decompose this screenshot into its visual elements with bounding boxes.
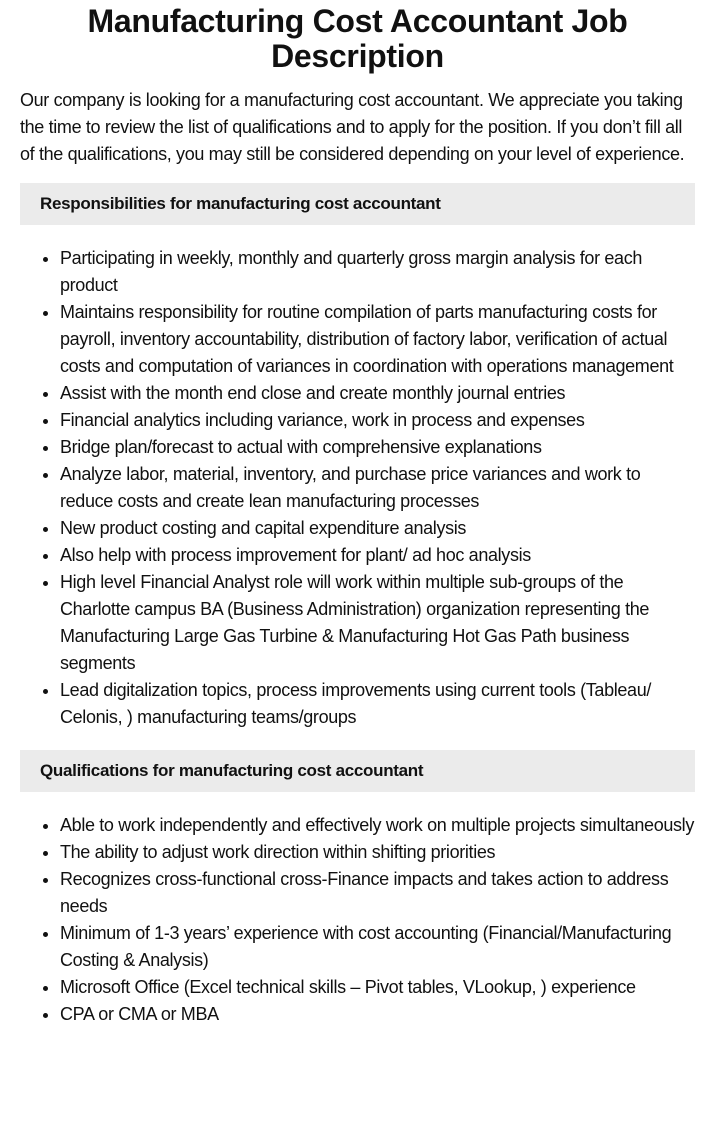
list-item: • Bridge plan/forecast to actual with comprehensive explanations xyxy=(60,434,695,461)
list-item: • Financial analytics including variance, work in process and expenses xyxy=(60,407,695,434)
list-item: • The ability to adjust work direction within shifting priorities xyxy=(60,839,695,866)
list-item: • Analyze labor, material, inventory, and purchase price variances and work to reduce costs and create lean manufacturing processes xyxy=(60,461,695,515)
list-item: • CPA or CMA or MBA xyxy=(60,1001,695,1028)
list-item: • Also help with process improvement for plant/ ad hoc analysis xyxy=(60,542,695,569)
page-title: Manufacturing Cost Accountant Job Description xyxy=(87,3,628,74)
list-item: • High level Financial Analyst role will work within multiple sub-groups of the Charlotte campus BA (Business Administration) organization representing the Manufacturing Large Gas Turbine & Manufacturing Hot Gas Path business segments xyxy=(60,569,695,677)
list-item: • New product costing and capital expenditure analysis xyxy=(60,515,695,542)
job-description xyxy=(0,4,720,1028)
list-item: • Able to work independently and effectively work on multiple projects simultaneously xyxy=(60,812,695,839)
responsibilities-heading: Responsibilities for manufacturing cost accountant xyxy=(20,183,695,225)
list-item: • Lead digitalization topics, process improvements using current tools (Tableau/ Celonis, ) manufacturing teams/groups xyxy=(60,677,695,731)
responsibilities-list xyxy=(20,245,695,731)
list-item: • Microsoft Office (Excel technical skills – Pivot tables, VLookup, ) experience xyxy=(60,974,695,1001)
qualifications-heading: Qualifications for manufacturing cost accountant xyxy=(20,750,695,792)
list-item: • Assist with the month end close and create monthly journal entries xyxy=(60,380,695,407)
list-item: • Recognizes cross-functional cross-Finance impacts and takes action to address needs xyxy=(60,866,695,920)
intro-paragraph: Our company is looking for a manufacturing cost accountant. We appreciate you taking the time to review the list of qualifications and to apply for the position. If you don’t fill all of the qualifications, you may still be considered depending on your level of experience. xyxy=(20,90,685,164)
list-item: • Participating in weekly, monthly and quarterly gross margin analysis for each product xyxy=(60,245,695,299)
list-item: • Minimum of 1-3 years’ experience with cost accounting (Financial/Manufacturing Costing & Analysis) xyxy=(60,920,695,974)
list-item: • Maintains responsibility for routine compilation of parts manufacturing costs for payroll, inventory accountability, distribution of factory labor, verification of actual costs and computation of variances in coordination with operations management xyxy=(60,299,695,380)
qualifications-list xyxy=(20,812,695,1028)
